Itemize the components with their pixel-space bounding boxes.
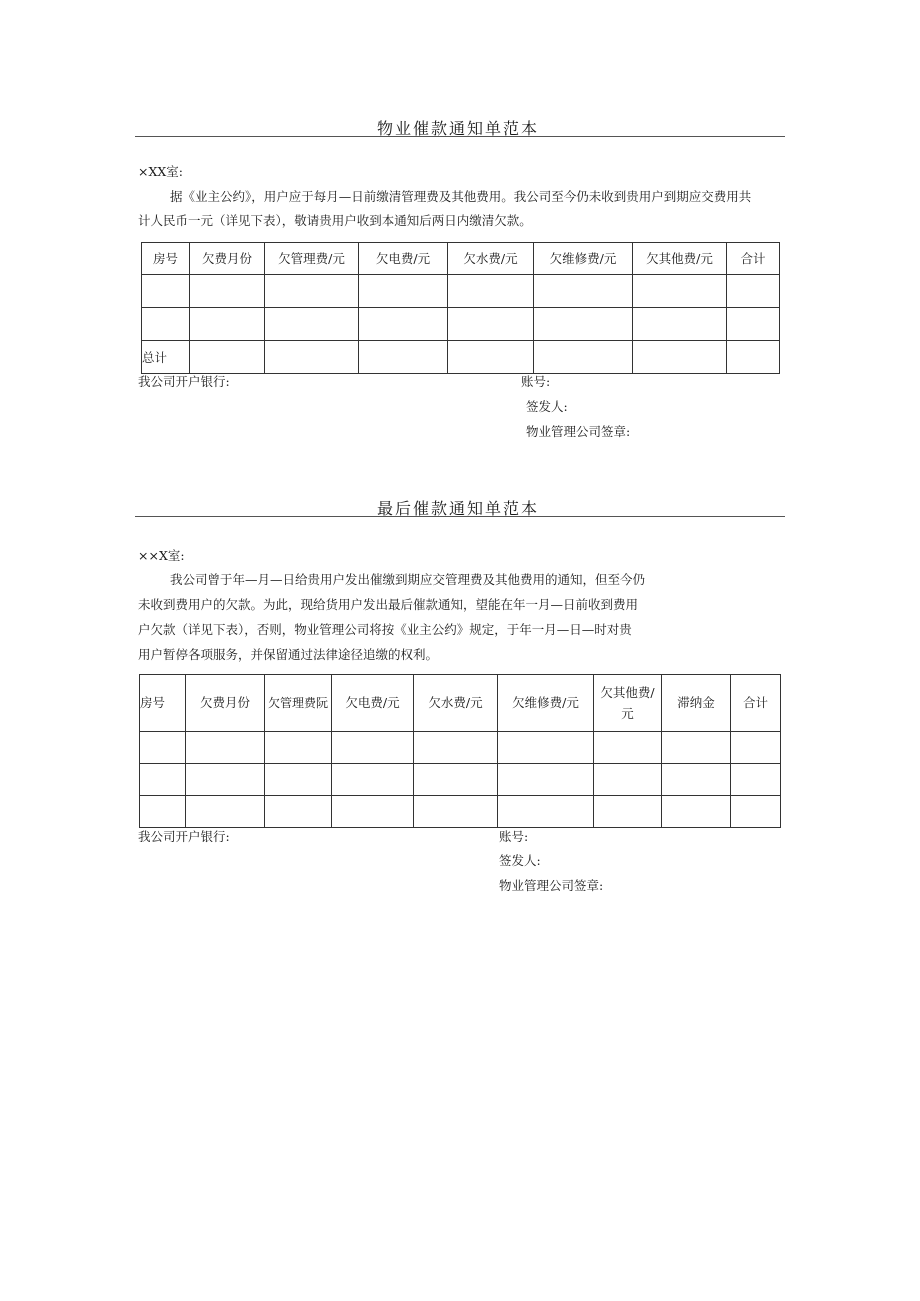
notice1-col-repair-fee: 欠维修费/元 [534, 243, 633, 275]
table-cell[interactable] [142, 275, 190, 308]
table-cell[interactable] [265, 732, 332, 764]
table-cell[interactable] [140, 796, 186, 828]
notice2-issuer-label: 签发人: [499, 853, 541, 868]
table-row [142, 275, 780, 308]
table-cell[interactable] [186, 796, 265, 828]
notice2-title-rule [135, 516, 785, 517]
notice1-col-electric-fee: 欠电费/元 [359, 243, 448, 275]
notice1-col-total: 合计 [727, 243, 780, 275]
notice2-col-electric-fee: 欠电费/元 [332, 675, 414, 732]
notice2-seal-label: 物业管理公司签章: [499, 878, 604, 893]
table-cell[interactable] [414, 796, 498, 828]
table-cell[interactable] [731, 764, 781, 796]
table-row [140, 796, 781, 828]
notice2-arrears-table [139, 674, 781, 828]
table-cell[interactable] [265, 341, 359, 374]
notice1-table-header-row [142, 243, 780, 275]
table-row [140, 732, 781, 764]
table-cell[interactable] [448, 341, 534, 374]
table-cell[interactable] [594, 764, 662, 796]
notice2-body-line1: 我公司曾于年—月—日给贵用户发出催缴到期应交管理费及其他费用的通知，但至今仍 [170, 572, 646, 587]
notice2-addressee: ××X室: [138, 548, 185, 563]
table-cell[interactable] [727, 308, 780, 341]
table-cell[interactable] [190, 275, 265, 308]
notice1-bank-label: 我公司开户银行: [138, 374, 230, 389]
table-cell[interactable] [498, 764, 594, 796]
notice2-title: 最后催款通知单范本 [377, 499, 540, 518]
table-cell[interactable] [190, 341, 265, 374]
table-cell[interactable] [186, 764, 265, 796]
table-cell[interactable] [633, 308, 727, 341]
notice1-col-water-fee: 欠水费/元 [448, 243, 534, 275]
table-cell[interactable] [414, 764, 498, 796]
notice2-col-late-fee: 滞纳金 [662, 675, 731, 732]
notice1-col-other-fee: 欠其他费/元 [633, 243, 727, 275]
notice2-table-header-row [140, 675, 781, 732]
table-cell[interactable] [186, 732, 265, 764]
notice1-issuer-label: 签发人: [526, 399, 568, 414]
table-cell[interactable] [332, 764, 414, 796]
table-cell[interactable] [265, 764, 332, 796]
notice1-arrears-table [141, 242, 780, 374]
table-cell[interactable] [662, 732, 731, 764]
notice1-body-line2: 计人民币一元（详见下表），敬请贵用户收到本通知后两日内缴清欠款。 [138, 213, 532, 228]
notice1-total-row [142, 341, 780, 374]
table-cell[interactable] [633, 341, 727, 374]
table-cell[interactable] [662, 796, 731, 828]
notice1-col-month: 欠费月份 [190, 243, 265, 275]
table-cell[interactable] [534, 275, 633, 308]
table-cell[interactable] [594, 732, 662, 764]
notice2-col-other-fee: 欠其他费/元 [594, 675, 662, 732]
table-cell[interactable] [662, 764, 731, 796]
notice2-col-month: 欠费月份 [186, 675, 265, 732]
notice2-col-total: 合计 [731, 675, 781, 732]
table-row [142, 308, 780, 341]
table-row [140, 764, 781, 796]
table-cell[interactable] [359, 275, 448, 308]
table-cell[interactable] [448, 275, 534, 308]
notice1-total-label: 总计 [142, 341, 190, 374]
table-cell[interactable] [332, 796, 414, 828]
notice2-body-line2: 未收到费用户的欠款。为此，现给货用户发出最后催款通知，望能在年一月—日前收到费用 [138, 597, 639, 612]
table-cell[interactable] [498, 796, 594, 828]
notice2-body-line3: 户欠款（详见下表），否则，物业管理公司将按《业主公约》规定，于年一月—日—时对贵 [138, 622, 632, 637]
table-cell[interactable] [534, 308, 633, 341]
table-cell[interactable] [140, 764, 186, 796]
table-cell[interactable] [142, 308, 190, 341]
table-cell[interactable] [140, 732, 186, 764]
table-cell[interactable] [265, 275, 359, 308]
notice1-title: 物业催款通知单范本 [377, 119, 540, 138]
table-cell[interactable] [534, 341, 633, 374]
notice2-col-water-fee: 欠水费/元 [414, 675, 498, 732]
table-cell[interactable] [731, 732, 781, 764]
table-cell[interactable] [448, 308, 534, 341]
notice2-account-label: 账号: [499, 829, 529, 844]
notice2-bank-label: 我公司开户银行: [138, 829, 230, 844]
notice2-col-mgmt-fee: 欠管理费阮 [265, 675, 332, 732]
notice2-col-room: 房号 [140, 675, 186, 732]
table-cell[interactable] [265, 308, 359, 341]
notice1-seal-label: 物业管理公司签章: [526, 424, 631, 439]
notice1-col-room: 房号 [142, 243, 190, 275]
notice1-addressee: ×XX室: [138, 164, 183, 179]
table-cell[interactable] [731, 796, 781, 828]
table-cell[interactable] [359, 308, 448, 341]
table-cell[interactable] [498, 732, 594, 764]
table-cell[interactable] [594, 796, 662, 828]
notice1-title-rule [135, 136, 785, 137]
notice1-body-line1: 据《业主公约》，用户应于每月—日前缴清管理费及其他费用。我公司至今仍未收到贵用户到期应交费用共 [170, 189, 752, 204]
table-cell[interactable] [727, 275, 780, 308]
table-cell[interactable] [414, 732, 498, 764]
table-cell[interactable] [265, 796, 332, 828]
table-cell[interactable] [332, 732, 414, 764]
table-cell[interactable] [359, 341, 448, 374]
table-cell[interactable] [190, 308, 265, 341]
notice2-body-line4: 用户暂停各项服务，并保留通过法律途径追缴的权利。 [138, 647, 439, 662]
notice2-col-repair-fee: 欠维修费/元 [498, 675, 594, 732]
table-cell[interactable] [727, 341, 780, 374]
notice1-col-mgmt-fee: 欠管理费/元 [265, 243, 359, 275]
notice1-account-label: 账号: [521, 374, 551, 389]
table-cell[interactable] [633, 275, 727, 308]
